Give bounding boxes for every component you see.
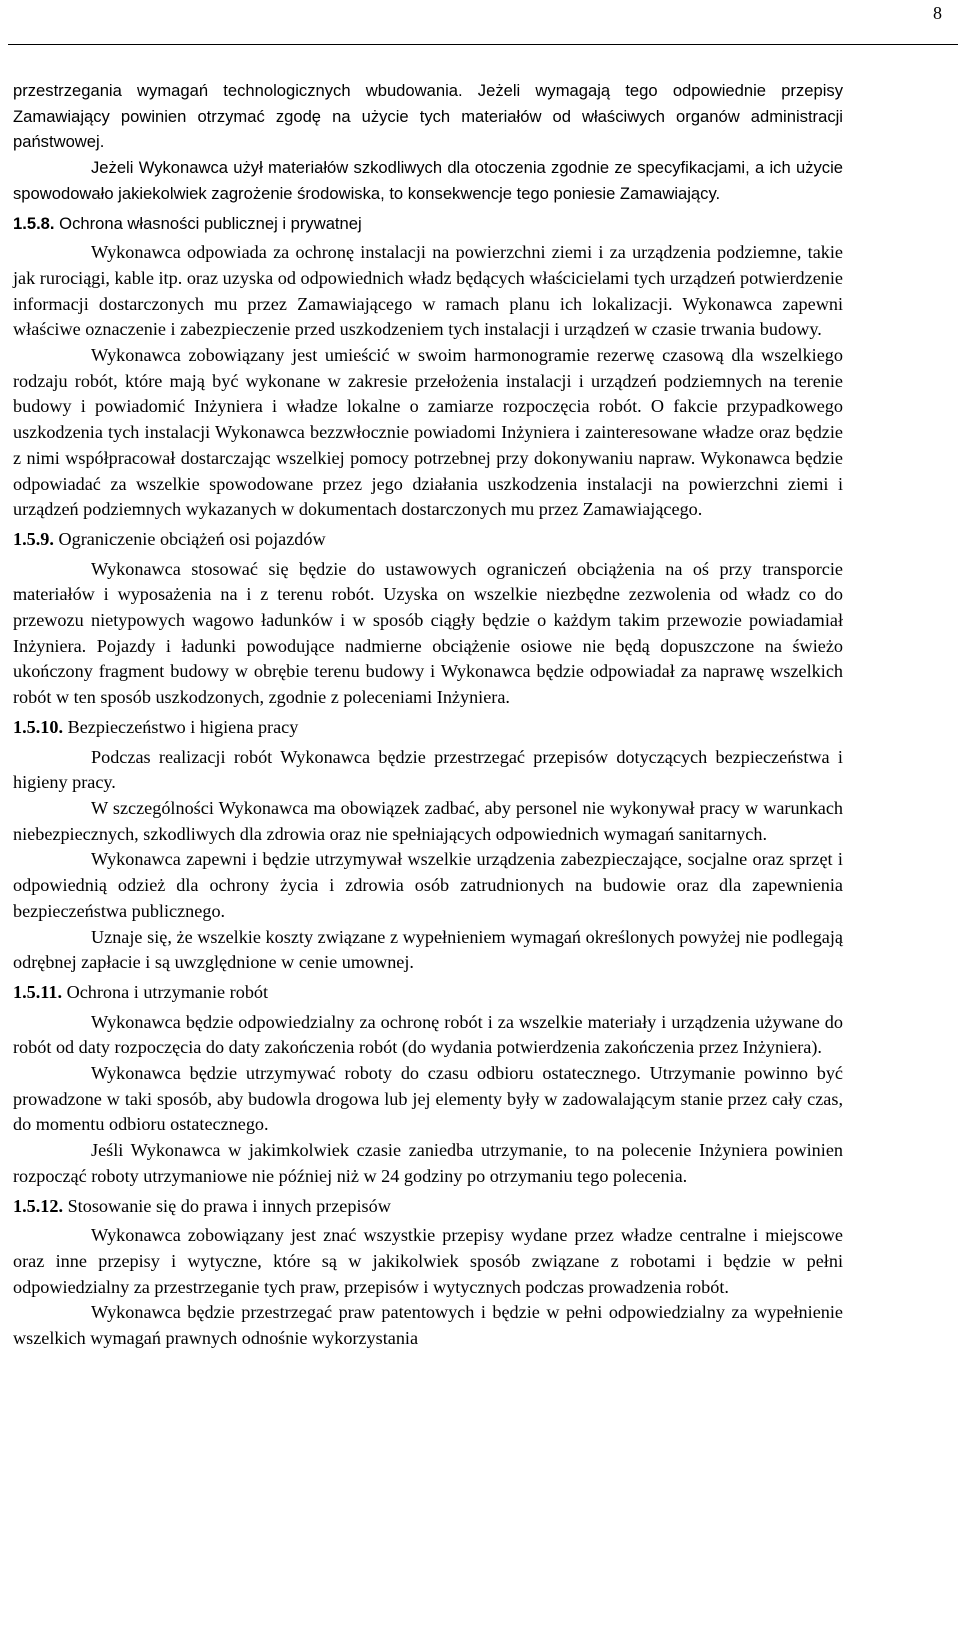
page-number: 8 bbox=[933, 3, 942, 23]
paragraph: Uznaje się, że wszelkie koszty związane z wypełnieniem wymagań określonych powyżej nie podlegają odrębnej zapłacie i są uwzględnione w cenie umownej. bbox=[13, 926, 843, 973]
section-title: Ochrona własności publicznej i prywatnej bbox=[59, 213, 362, 233]
section-number: 1.5.8. bbox=[13, 213, 55, 233]
paragraph: Wykonawca zobowiązany jest znać wszystkie przepisy wydane przez władze centralne i miejscowe oraz inne przepisy i wytyczne, które są w jakikolwiek sposób związane z robotami i będzie w pełni odpowiedzialny za przestrzeganie tych praw, przepisów i wytycznych podczas prowadzenia robót. bbox=[13, 1225, 843, 1297]
section-heading-1-5-8 bbox=[13, 211, 843, 237]
section-heading-1-5-10 bbox=[13, 715, 843, 741]
paragraph: Wykonawca zobowiązany jest umieścić w swoim harmonogramie rezerwę czasową dla wszelkiego rodzaju robót, które mają być wykonane w zakresie przełożenia instalacji i urządzeń podziemnych na terenie budowy i powiadomić Inżyniera i władze lokalne o zamiarze rozpoczęcia robót. O fakcie przypadkowego uszkodzenia tych instalacji Wykonawca bezzwłocznie powiadomi Inżyniera i zainteresowane władze oraz będzie z nimi współpracował dostarczając wszelkiej pomocy potrzebnej przy dokonywaniu napraw. Wykonawca będzie odpowiadać za wszelkie spowodowane przez jego działania uszkodzenia instalacji na powierzchni ziemi i urządzeń podziemnych wykazanych w dokumentach dostarczonych mu przez Zamawiającego. bbox=[13, 345, 843, 520]
section-number: 1.5.10. bbox=[13, 716, 64, 737]
header-rule bbox=[8, 44, 958, 45]
paragraph: Jeżeli Wykonawca użył materiałów szkodliwych dla otoczenia zgodnie ze specyfikacjami, a ich użycie spowodowało jakiekolwiek zagrożenie środowiska, to konsekwencje tego poniesie Zamawiający. bbox=[13, 158, 843, 203]
paragraph: W szczególności Wykonawca ma obowiązek zadbać, aby personel nie wykonywał pracy w warunkach niebezpiecznych, szkodliwych dla zdrowia oraz nie spełniających odpowiednich wymagań sanitarnych. bbox=[13, 797, 843, 844]
section-heading-1-5-11 bbox=[13, 980, 843, 1006]
paragraph: Wykonawca będzie przestrzegać praw patentowych i będzie w pełni odpowiedzialny za wypełnienie wszelkich wymagań prawnych odnośnie wykorzystania bbox=[13, 1302, 843, 1349]
section-heading-1-5-9 bbox=[13, 527, 843, 553]
section-title: Stosowanie się do prawa i innych przepisów bbox=[67, 1195, 391, 1216]
section-heading-1-5-12 bbox=[13, 1194, 843, 1220]
section-number: 1.5.9. bbox=[13, 528, 54, 549]
paragraph: Wykonawca zapewni i będzie utrzymywał wszelkie urządzenia zabezpieczające, socjalne oraz sprzęt i odpowiednią odzież dla ochrony życia i zdrowia osób zatrudnionych na budowie oraz dla zapewnienia bezpieczeństwa publicznego. bbox=[13, 849, 843, 921]
paragraph: przestrzegania wymagań technologicznych wbudowania. Jeżeli wymagają tego odpowiednie przepisy Zamawiający powinien otrzymać zgodę na użycie tych materiałów od właściwych organów administracji państwowej. bbox=[13, 81, 843, 152]
paragraph: Wykonawca będzie utrzymywać roboty do czasu odbioru ostatecznego. Utrzymanie powinno być prowadzone w taki sposób, aby budowla drogowa lub jej elementy były w zadowalającym stanie przez cały czas, do momentu odbioru ostatecznego. bbox=[13, 1063, 843, 1135]
section-title: Bezpieczeństwo i higiena pracy bbox=[67, 716, 299, 737]
paragraph: Wykonawca będzie odpowiedzialny za ochronę robót i za wszelkie materiały i urządzenia używane do robót od daty rozpoczęcia do daty zakończenia robót (do wydania potwierdzenia zakończenia przez Inżyniera). bbox=[13, 1011, 843, 1058]
page-body bbox=[13, 78, 843, 1352]
paragraph: Podczas realizacji robót Wykonawca będzie przestrzegać przepisów dotyczących bezpieczeństwa i higieny pracy. bbox=[13, 746, 843, 793]
paragraph: Wykonawca odpowiada za ochronę instalacji na powierzchni ziemi i za urządzenia podziemne, takie jak rurociągi, kable itp. oraz uzyska od odpowiednich władz będących właścicielami tych urządzeń potwierdzenie informacji dostarczonych mu przez Zamawiającego w ramach planu ich lokalizacji. Wykonawca zapewni właściwe oznaczenie i zabezpieczenie przed uszkodzeniem tych instalacji i urządzeń w czasie trwania budowy. bbox=[13, 242, 843, 340]
section-number: 1.5.12. bbox=[13, 1195, 64, 1216]
section-title: Ograniczenie obciążeń osi pojazdów bbox=[58, 528, 326, 549]
paragraph: Jeśli Wykonawca w jakimkolwiek czasie zaniedba utrzymanie, to na polecenie Inżyniera powinien rozpocząć roboty utrzymaniowe nie później niż w 24 godziny po otrzymaniu tego polecenia. bbox=[13, 1140, 843, 1186]
section-number: 1.5.11. bbox=[13, 981, 63, 1002]
paragraph: Wykonawca stosować się będzie do ustawowych ograniczeń obciążenia na oś przy transporcie materiałów i wyposażenia na i z terenu robót. Uzyska on wszelkie niezbędne zezwolenia od władz co do przewozu nietypowych wagowo ładunków i w sposób ciągły będzie o każdym takim przewozie powiadamiał Inżyniera. Pojazdy i ładunki powodujące nadmierne obciążenie osiowe nie będą dopuszczone na świeżo ukończony fragment budowy w obrębie terenu budowy i Wykonawca będzie odpowiadał za naprawę wszelkich robót w ten sposób uszkodzonych, zgodnie z poleceniami Inżyniera. bbox=[13, 558, 843, 708]
section-title: Ochrona i utrzymanie robót bbox=[66, 981, 269, 1002]
